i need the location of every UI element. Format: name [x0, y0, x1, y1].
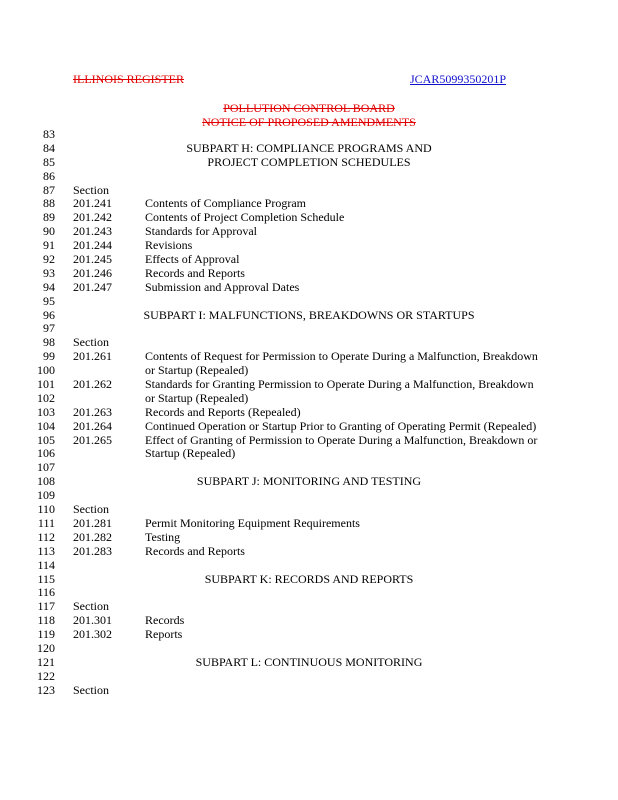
line-number: 90 — [43, 224, 55, 239]
section-title: Records and Reports (Repealed) — [145, 404, 301, 419]
line-number: 101 — [37, 377, 55, 392]
section-number: 201.302 — [73, 627, 112, 642]
document-line — [0, 156, 618, 170]
document-line — [0, 489, 618, 503]
line-number: 115 — [37, 571, 55, 586]
document-line — [0, 322, 618, 336]
document-line — [0, 225, 618, 239]
line-number: 93 — [43, 265, 55, 280]
section-title: Contents of Request for Permission to Operate During a Malfunction, Breakdown — [145, 349, 538, 364]
numbered-lines — [0, 128, 618, 698]
document-line — [0, 517, 618, 531]
subpart-heading: SUBPART L: CONTINUOUS MONITORING — [195, 654, 423, 669]
document-line — [0, 573, 618, 587]
document-line — [0, 350, 618, 364]
subpart-heading: SUBPART I: MALFUNCTIONS, BREAKDOWNS OR STARTUPS — [143, 307, 475, 322]
section-number: 201.244 — [73, 238, 112, 253]
section-number: 201.265 — [73, 432, 112, 447]
line-number: 94 — [43, 279, 55, 294]
line-number: 89 — [43, 210, 55, 225]
line-number: 123 — [37, 682, 55, 697]
line-number: 84 — [43, 140, 55, 155]
document-line — [0, 378, 618, 392]
document-line — [0, 559, 618, 573]
line-number: 120 — [37, 640, 55, 655]
document-line — [0, 184, 618, 198]
document-line — [0, 420, 618, 434]
document-line — [0, 684, 618, 698]
line-number: 97 — [43, 321, 55, 336]
line-number: 110 — [37, 502, 55, 517]
line-number: 122 — [37, 668, 55, 683]
document-line — [0, 128, 618, 142]
section-number: 201.262 — [73, 377, 112, 392]
line-number: 113 — [37, 543, 55, 558]
section-title: Continued Operation or Startup Prior to Granting of Operating Permit (Repealed) — [145, 418, 537, 433]
line-number: 88 — [43, 196, 55, 211]
line-number: 95 — [43, 293, 55, 308]
section-title: Records and Reports — [145, 543, 245, 558]
line-number: 91 — [43, 238, 55, 253]
section-number: 201.241 — [73, 196, 112, 211]
section-title: or Startup (Repealed) — [145, 390, 249, 405]
document-line — [0, 600, 618, 614]
document-line — [0, 447, 618, 461]
section-number: Section — [73, 502, 109, 517]
document-line — [0, 614, 618, 628]
document-line — [0, 197, 618, 211]
line-number: 83 — [43, 127, 55, 141]
section-number: 201.243 — [73, 224, 112, 239]
document-line — [0, 586, 618, 600]
line-number: 121 — [37, 654, 55, 669]
section-title: Standards for Granting Permission to Operate During a Malfunction, Breakdown — [145, 377, 534, 392]
line-number: 108 — [37, 474, 55, 489]
document-line — [0, 142, 618, 156]
section-title: Records — [145, 613, 185, 628]
section-title: Reports — [145, 627, 183, 642]
document-line — [0, 531, 618, 545]
section-title: or Startup (Repealed) — [145, 363, 249, 378]
section-number: 201.247 — [73, 279, 112, 294]
section-title: Permit Monitoring Equipment Requirements — [145, 515, 360, 530]
section-number: Section — [73, 182, 109, 197]
section-title: Effect of Granting of Permission to Operate During a Malfunction, Breakdown or — [145, 432, 538, 447]
section-number: 201.281 — [73, 515, 112, 530]
document-line — [0, 642, 618, 656]
line-number: 112 — [37, 529, 55, 544]
section-number: 201.242 — [73, 210, 112, 225]
section-number: Section — [73, 599, 109, 614]
section-title: Revisions — [145, 238, 193, 253]
section-title: Startup (Repealed) — [145, 446, 236, 461]
line-number: 119 — [37, 627, 55, 642]
line-number: 105 — [37, 432, 55, 447]
subpart-heading: SUBPART K: RECORDS AND REPORTS — [204, 571, 414, 586]
section-number: 201.282 — [73, 529, 112, 544]
document-line — [0, 545, 618, 559]
section-number: 201.301 — [73, 613, 112, 628]
line-number: 102 — [37, 390, 55, 405]
agency-title: POLLUTION CONTROL BOARD — [223, 101, 395, 115]
notice-title: NOTICE OF PROPOSED AMENDMENTS — [202, 115, 416, 129]
document-line — [0, 211, 618, 225]
section-number: 201.263 — [73, 404, 112, 419]
line-number: 111 — [37, 515, 55, 530]
section-title: Submission and Approval Dates — [145, 279, 300, 294]
document-line — [0, 170, 618, 184]
line-number: 107 — [37, 460, 55, 475]
line-number: 99 — [43, 349, 55, 364]
section-number: 201.261 — [73, 349, 112, 364]
line-number: 92 — [43, 252, 55, 267]
line-number: 118 — [37, 613, 55, 628]
document-line — [0, 336, 618, 350]
line-number: 117 — [37, 599, 55, 614]
line-number: 100 — [37, 363, 55, 378]
document-line — [0, 434, 618, 448]
document-code: JCAR5099350201P — [410, 72, 507, 86]
section-number: 201.264 — [73, 418, 112, 433]
section-number: 201.283 — [73, 543, 112, 558]
document-line — [0, 253, 618, 267]
section-number: 201.245 — [73, 252, 112, 267]
section-title: Records and Reports — [145, 265, 245, 280]
register-header: ILLINOIS REGISTER — [73, 72, 184, 86]
line-number: 85 — [43, 154, 55, 169]
document-line — [0, 461, 618, 475]
subpart-heading: SUBPART J: MONITORING AND TESTING — [196, 474, 422, 489]
document-line — [0, 475, 618, 489]
line-number: 98 — [43, 335, 55, 350]
document-line — [0, 239, 618, 253]
line-number: 109 — [37, 488, 55, 503]
section-title: Standards for Approval — [145, 224, 257, 239]
section-number: Section — [73, 682, 109, 697]
subpart-heading: SUBPART H: COMPLIANCE PROGRAMS AND — [186, 140, 432, 155]
section-number: 201.246 — [73, 265, 112, 280]
line-number: 86 — [43, 168, 55, 183]
line-number: 116 — [37, 585, 55, 600]
document-line — [0, 670, 618, 684]
document-line — [0, 364, 618, 378]
document-line — [0, 656, 618, 670]
line-number: 114 — [37, 557, 55, 572]
section-title: Testing — [145, 529, 181, 544]
line-number: 87 — [43, 182, 55, 197]
document-line — [0, 503, 618, 517]
line-number: 96 — [43, 307, 55, 322]
section-number: Section — [73, 335, 109, 350]
document-line — [0, 295, 618, 309]
line-number: 104 — [37, 418, 55, 433]
line-number: 106 — [37, 446, 55, 461]
document-line — [0, 406, 618, 420]
section-title: Effects of Approval — [145, 252, 240, 267]
document-line — [0, 628, 618, 642]
document-line — [0, 281, 618, 295]
subpart-heading: PROJECT COMPLETION SCHEDULES — [207, 154, 411, 169]
document-line — [0, 309, 618, 323]
section-title: Contents of Compliance Program — [145, 196, 306, 211]
section-title: Contents of Project Completion Schedule — [145, 210, 345, 225]
line-number: 103 — [37, 404, 55, 419]
document-line — [0, 392, 618, 406]
document-line — [0, 267, 618, 281]
